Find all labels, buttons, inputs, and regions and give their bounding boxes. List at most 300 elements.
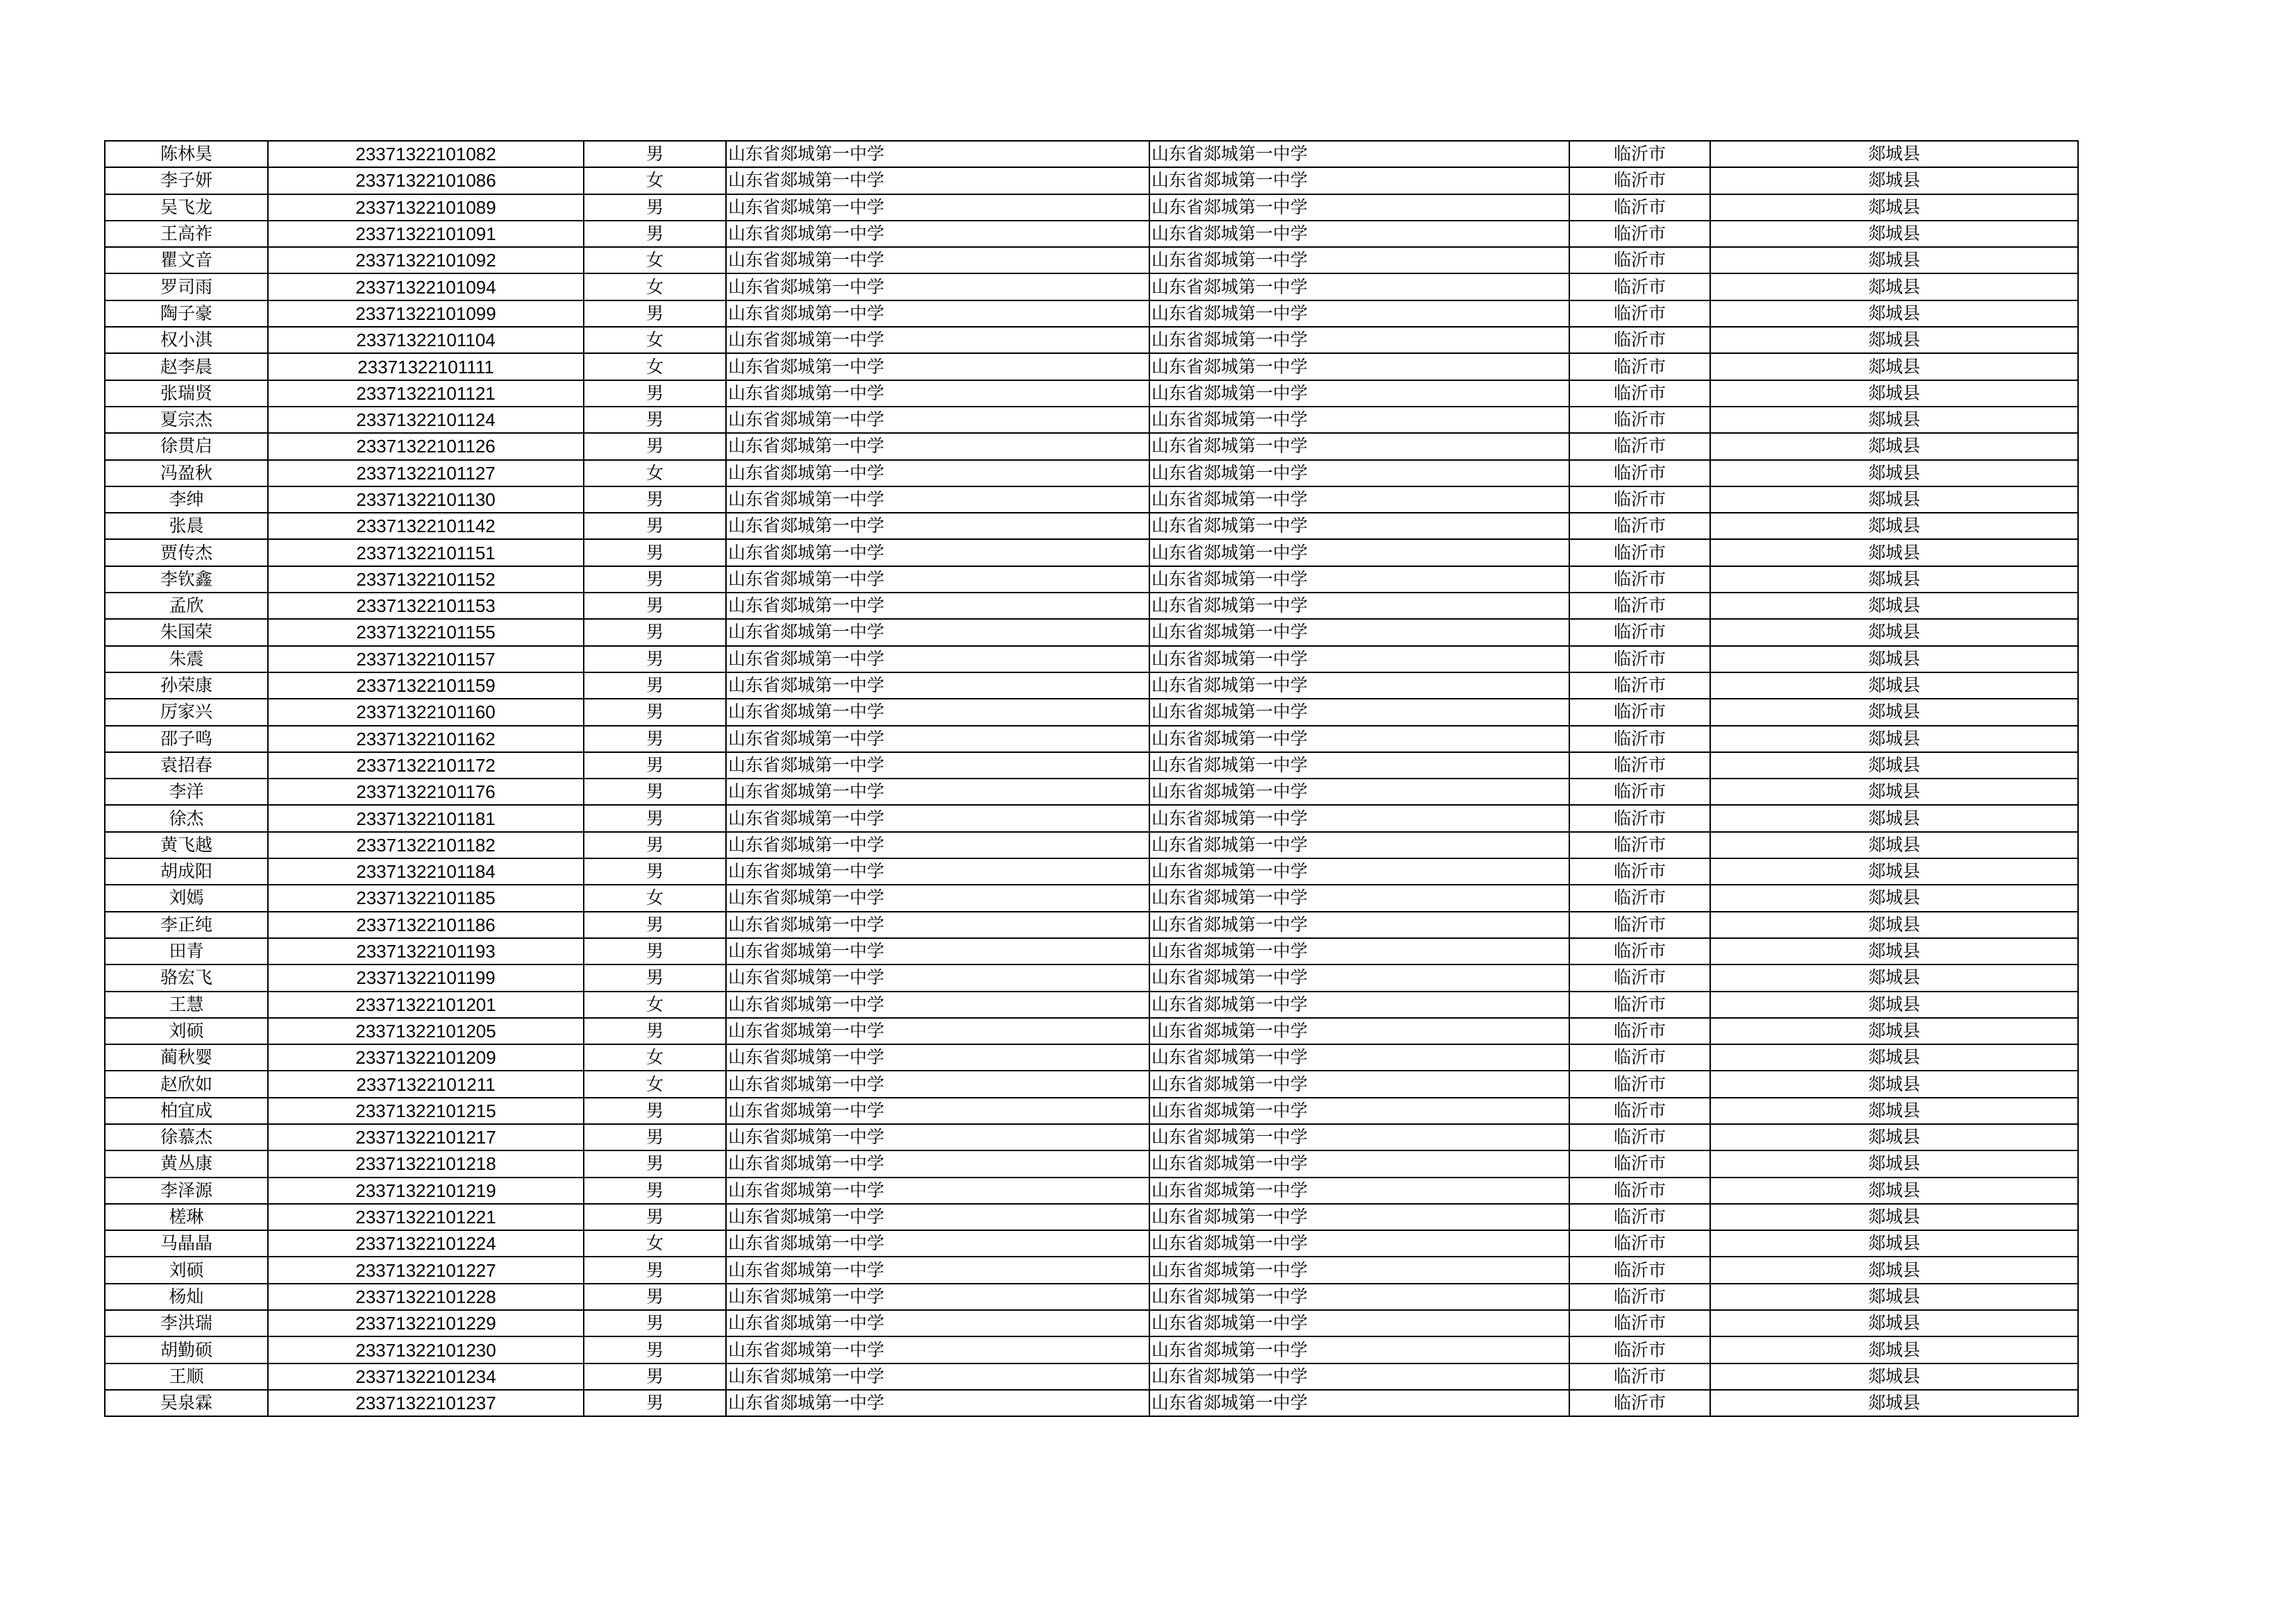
table-row	[105, 779, 2078, 805]
city-cell: 临沂市	[1569, 779, 1710, 805]
student-name-cell: 贾传杰	[105, 539, 268, 566]
gender-cell: 男	[584, 407, 726, 433]
graduation-school-cell: 山东省郯城第一中学	[1149, 992, 1569, 1018]
county-cell: 郯城县	[1710, 1150, 2078, 1177]
graduation-school-cell: 山东省郯城第一中学	[1149, 460, 1569, 486]
city-cell: 临沂市	[1569, 1230, 1710, 1257]
student-name-cell: 厉家兴	[105, 699, 268, 725]
table-row	[105, 1310, 2078, 1336]
table-row	[105, 141, 2078, 167]
gender-cell: 女	[584, 353, 726, 380]
school-cell: 山东省郯城第一中学	[726, 672, 1149, 699]
county-cell: 郯城县	[1710, 885, 2078, 911]
table-row	[105, 167, 2078, 194]
city-cell: 临沂市	[1569, 1178, 1710, 1204]
school-cell: 山东省郯城第一中学	[726, 832, 1149, 858]
exam-number-cell: 23371322101104	[268, 327, 584, 353]
student-name-cell: 王顺	[105, 1363, 268, 1390]
school-cell: 山东省郯城第一中学	[726, 752, 1149, 779]
graduation-school-cell: 山东省郯城第一中学	[1149, 1044, 1569, 1071]
gender-cell: 男	[584, 539, 726, 566]
city-cell: 临沂市	[1569, 992, 1710, 1018]
student-name-cell: 李子妍	[105, 167, 268, 194]
city-cell: 临沂市	[1569, 1390, 1710, 1416]
city-cell: 临沂市	[1569, 1018, 1710, 1044]
county-cell: 郯城县	[1710, 752, 2078, 779]
student-name-cell: 徐杰	[105, 805, 268, 831]
county-cell: 郯城县	[1710, 460, 2078, 486]
school-cell: 山东省郯城第一中学	[726, 167, 1149, 194]
county-cell: 郯城县	[1710, 539, 2078, 566]
table-row	[105, 407, 2078, 433]
gender-cell: 男	[584, 646, 726, 672]
table-row	[105, 672, 2078, 699]
school-cell: 山东省郯城第一中学	[726, 1178, 1149, 1204]
city-cell: 临沂市	[1569, 513, 1710, 539]
graduation-school-cell: 山东省郯城第一中学	[1149, 1098, 1569, 1124]
table-row	[105, 1390, 2078, 1416]
city-cell: 临沂市	[1569, 912, 1710, 938]
school-cell: 山东省郯城第一中学	[726, 380, 1149, 407]
county-cell: 郯城县	[1710, 1310, 2078, 1336]
city-cell: 临沂市	[1569, 566, 1710, 593]
table-row	[105, 1204, 2078, 1230]
exam-number-cell: 23371322101160	[268, 699, 584, 725]
city-cell: 临沂市	[1569, 273, 1710, 300]
city-cell: 临沂市	[1569, 1284, 1710, 1310]
gender-cell: 男	[584, 752, 726, 779]
city-cell: 临沂市	[1569, 885, 1710, 911]
city-cell: 临沂市	[1569, 1044, 1710, 1071]
city-cell: 临沂市	[1569, 646, 1710, 672]
school-cell: 山东省郯城第一中学	[726, 300, 1149, 327]
school-cell: 山东省郯城第一中学	[726, 1204, 1149, 1230]
table-row	[105, 566, 2078, 593]
gender-cell: 男	[584, 1098, 726, 1124]
county-cell: 郯城县	[1710, 300, 2078, 327]
graduation-school-cell: 山东省郯城第一中学	[1149, 672, 1569, 699]
city-cell: 临沂市	[1569, 247, 1710, 273]
exam-number-cell: 23371322101172	[268, 752, 584, 779]
county-cell: 郯城县	[1710, 1071, 2078, 1097]
city-cell: 临沂市	[1569, 1310, 1710, 1336]
graduation-school-cell: 山东省郯城第一中学	[1149, 1310, 1569, 1336]
gender-cell: 男	[584, 805, 726, 831]
exam-number-cell: 23371322101086	[268, 167, 584, 194]
graduation-school-cell: 山东省郯城第一中学	[1149, 619, 1569, 645]
student-name-cell: 蔺秋婴	[105, 1044, 268, 1071]
table-row	[105, 1336, 2078, 1363]
exam-number-cell: 23371322101130	[268, 486, 584, 513]
county-cell: 郯城县	[1710, 1178, 2078, 1204]
county-cell: 郯城县	[1710, 327, 2078, 353]
school-cell: 山东省郯城第一中学	[726, 619, 1149, 645]
student-name-cell: 李洪瑞	[105, 1310, 268, 1336]
student-name-cell: 邵子鸣	[105, 726, 268, 752]
table-row	[105, 433, 2078, 459]
gender-cell: 男	[584, 832, 726, 858]
school-cell: 山东省郯城第一中学	[726, 1284, 1149, 1310]
table-row	[105, 593, 2078, 619]
gender-cell: 女	[584, 460, 726, 486]
city-cell: 临沂市	[1569, 353, 1710, 380]
gender-cell: 男	[584, 141, 726, 167]
school-cell: 山东省郯城第一中学	[726, 1098, 1149, 1124]
gender-cell: 女	[584, 1071, 726, 1097]
student-name-cell: 李绅	[105, 486, 268, 513]
gender-cell: 男	[584, 965, 726, 991]
school-cell: 山东省郯城第一中学	[726, 221, 1149, 247]
gender-cell: 男	[584, 513, 726, 539]
graduation-school-cell: 山东省郯城第一中学	[1149, 513, 1569, 539]
school-cell: 山东省郯城第一中学	[726, 247, 1149, 273]
gender-cell: 男	[584, 1390, 726, 1416]
student-name-cell: 吴飞龙	[105, 194, 268, 221]
city-cell: 临沂市	[1569, 1124, 1710, 1150]
school-cell: 山东省郯城第一中学	[726, 1390, 1149, 1416]
exam-number-cell: 23371322101227	[268, 1257, 584, 1283]
exam-number-cell: 23371322101126	[268, 433, 584, 459]
gender-cell: 男	[584, 912, 726, 938]
student-name-cell: 冯盈秋	[105, 460, 268, 486]
county-cell: 郯城县	[1710, 1284, 2078, 1310]
student-name-cell: 黄丛康	[105, 1150, 268, 1177]
school-cell: 山东省郯城第一中学	[726, 1071, 1149, 1097]
table-row	[105, 726, 2078, 752]
school-cell: 山东省郯城第一中学	[726, 1310, 1149, 1336]
student-name-cell: 赵李晨	[105, 353, 268, 380]
city-cell: 临沂市	[1569, 167, 1710, 194]
exam-number-cell: 23371322101229	[268, 1310, 584, 1336]
table-row	[105, 1178, 2078, 1204]
exam-number-cell: 23371322101230	[268, 1336, 584, 1363]
table-row	[105, 380, 2078, 407]
exam-number-cell: 23371322101089	[268, 194, 584, 221]
graduation-school-cell: 山东省郯城第一中学	[1149, 433, 1569, 459]
exam-number-cell: 23371322101094	[268, 273, 584, 300]
gender-cell: 男	[584, 380, 726, 407]
school-cell: 山东省郯城第一中学	[726, 1150, 1149, 1177]
gender-cell: 男	[584, 1363, 726, 1390]
gender-cell: 男	[584, 566, 726, 593]
school-cell: 山东省郯城第一中学	[726, 858, 1149, 885]
county-cell: 郯城县	[1710, 1230, 2078, 1257]
table-row	[105, 858, 2078, 885]
graduation-school-cell: 山东省郯城第一中学	[1149, 965, 1569, 991]
exam-number-cell: 23371322101199	[268, 965, 584, 991]
city-cell: 临沂市	[1569, 433, 1710, 459]
student-name-cell: 吴泉霖	[105, 1390, 268, 1416]
school-cell: 山东省郯城第一中学	[726, 460, 1149, 486]
table-row	[105, 1124, 2078, 1150]
graduation-school-cell: 山东省郯城第一中学	[1149, 593, 1569, 619]
graduation-school-cell: 山东省郯城第一中学	[1149, 885, 1569, 911]
county-cell: 郯城县	[1710, 1390, 2078, 1416]
county-cell: 郯城县	[1710, 1363, 2078, 1390]
exam-number-cell: 23371322101176	[268, 779, 584, 805]
graduation-school-cell: 山东省郯城第一中学	[1149, 194, 1569, 221]
county-cell: 郯城县	[1710, 938, 2078, 965]
student-name-cell: 槎琳	[105, 1204, 268, 1230]
exam-number-cell: 23371322101182	[268, 832, 584, 858]
table-row	[105, 1044, 2078, 1071]
city-cell: 临沂市	[1569, 1336, 1710, 1363]
exam-number-cell: 23371322101091	[268, 221, 584, 247]
gender-cell: 女	[584, 167, 726, 194]
student-name-cell: 袁招春	[105, 752, 268, 779]
city-cell: 临沂市	[1569, 858, 1710, 885]
city-cell: 临沂市	[1569, 726, 1710, 752]
county-cell: 郯城县	[1710, 779, 2078, 805]
student-name-cell: 李泽源	[105, 1178, 268, 1204]
table-body	[105, 141, 2078, 1416]
county-cell: 郯城县	[1710, 380, 2078, 407]
school-cell: 山东省郯城第一中学	[726, 566, 1149, 593]
exam-number-cell: 23371322101099	[268, 300, 584, 327]
school-cell: 山东省郯城第一中学	[726, 273, 1149, 300]
student-name-cell: 刘硕	[105, 1257, 268, 1283]
exam-number-cell: 23371322101151	[268, 539, 584, 566]
table-row	[105, 247, 2078, 273]
gender-cell: 男	[584, 779, 726, 805]
county-cell: 郯城县	[1710, 646, 2078, 672]
county-cell: 郯城县	[1710, 1204, 2078, 1230]
gender-cell: 女	[584, 1044, 726, 1071]
gender-cell: 女	[584, 1230, 726, 1257]
table-row	[105, 912, 2078, 938]
table-row	[105, 1257, 2078, 1283]
graduation-school-cell: 山东省郯城第一中学	[1149, 353, 1569, 380]
exam-number-cell: 23371322101219	[268, 1178, 584, 1204]
exam-number-cell: 23371322101127	[268, 460, 584, 486]
graduation-school-cell: 山东省郯城第一中学	[1149, 1178, 1569, 1204]
gender-cell: 男	[584, 194, 726, 221]
graduation-school-cell: 山东省郯城第一中学	[1149, 699, 1569, 725]
graduation-school-cell: 山东省郯城第一中学	[1149, 912, 1569, 938]
graduation-school-cell: 山东省郯城第一中学	[1149, 380, 1569, 407]
gender-cell: 男	[584, 1257, 726, 1283]
school-cell: 山东省郯城第一中学	[726, 539, 1149, 566]
school-cell: 山东省郯城第一中学	[726, 407, 1149, 433]
table-row	[105, 460, 2078, 486]
gender-cell: 女	[584, 247, 726, 273]
gender-cell: 男	[584, 1018, 726, 1044]
county-cell: 郯城县	[1710, 858, 2078, 885]
county-cell: 郯城县	[1710, 566, 2078, 593]
exam-number-cell: 23371322101181	[268, 805, 584, 831]
school-cell: 山东省郯城第一中学	[726, 1230, 1149, 1257]
graduation-school-cell: 山东省郯城第一中学	[1149, 141, 1569, 167]
exam-number-cell: 23371322101237	[268, 1390, 584, 1416]
exam-number-cell: 23371322101218	[268, 1150, 584, 1177]
county-cell: 郯城县	[1710, 1257, 2078, 1283]
city-cell: 临沂市	[1569, 752, 1710, 779]
exam-number-cell: 23371322101201	[268, 992, 584, 1018]
gender-cell: 女	[584, 885, 726, 911]
city-cell: 临沂市	[1569, 380, 1710, 407]
student-name-cell: 孙荣康	[105, 672, 268, 699]
student-name-cell: 陈林昊	[105, 141, 268, 167]
school-cell: 山东省郯城第一中学	[726, 513, 1149, 539]
school-cell: 山东省郯城第一中学	[726, 938, 1149, 965]
county-cell: 郯城县	[1710, 141, 2078, 167]
student-name-cell: 王慧	[105, 992, 268, 1018]
county-cell: 郯城县	[1710, 992, 2078, 1018]
exam-number-cell: 23371322101228	[268, 1284, 584, 1310]
city-cell: 临沂市	[1569, 965, 1710, 991]
table-row	[105, 486, 2078, 513]
student-name-cell: 朱震	[105, 646, 268, 672]
school-cell: 山东省郯城第一中学	[726, 141, 1149, 167]
gender-cell: 女	[584, 273, 726, 300]
school-cell: 山东省郯城第一中学	[726, 779, 1149, 805]
county-cell: 郯城县	[1710, 672, 2078, 699]
school-cell: 山东省郯城第一中学	[726, 486, 1149, 513]
table-row	[105, 885, 2078, 911]
city-cell: 临沂市	[1569, 1204, 1710, 1230]
graduation-school-cell: 山东省郯城第一中学	[1149, 1257, 1569, 1283]
table-row	[105, 938, 2078, 965]
county-cell: 郯城县	[1710, 486, 2078, 513]
graduation-school-cell: 山东省郯城第一中学	[1149, 407, 1569, 433]
gender-cell: 男	[584, 1284, 726, 1310]
table-row	[105, 646, 2078, 672]
school-cell: 山东省郯城第一中学	[726, 1257, 1149, 1283]
exam-number-cell: 23371322101217	[268, 1124, 584, 1150]
exam-number-cell: 23371322101111	[268, 353, 584, 380]
table-row	[105, 300, 2078, 327]
city-cell: 临沂市	[1569, 539, 1710, 566]
exam-number-cell: 23371322101193	[268, 938, 584, 965]
student-name-cell: 赵欣如	[105, 1071, 268, 1097]
county-cell: 郯城县	[1710, 433, 2078, 459]
exam-number-cell: 23371322101092	[268, 247, 584, 273]
county-cell: 郯城县	[1710, 726, 2078, 752]
graduation-school-cell: 山东省郯城第一中学	[1149, 938, 1569, 965]
student-name-cell: 刘硕	[105, 1018, 268, 1044]
graduation-school-cell: 山东省郯城第一中学	[1149, 646, 1569, 672]
school-cell: 山东省郯城第一中学	[726, 1124, 1149, 1150]
county-cell: 郯城县	[1710, 912, 2078, 938]
table-row	[105, 1018, 2078, 1044]
student-name-cell: 李钦鑫	[105, 566, 268, 593]
county-cell: 郯城县	[1710, 1098, 2078, 1124]
gender-cell: 男	[584, 1124, 726, 1150]
gender-cell: 女	[584, 992, 726, 1018]
county-cell: 郯城县	[1710, 832, 2078, 858]
county-cell: 郯城县	[1710, 593, 2078, 619]
student-name-cell: 李洋	[105, 779, 268, 805]
city-cell: 临沂市	[1569, 1150, 1710, 1177]
city-cell: 临沂市	[1569, 593, 1710, 619]
city-cell: 临沂市	[1569, 805, 1710, 831]
gender-cell: 男	[584, 593, 726, 619]
school-cell: 山东省郯城第一中学	[726, 699, 1149, 725]
graduation-school-cell: 山东省郯城第一中学	[1149, 752, 1569, 779]
graduation-school-cell: 山东省郯城第一中学	[1149, 539, 1569, 566]
student-name-cell: 骆宏飞	[105, 965, 268, 991]
graduation-school-cell: 山东省郯城第一中学	[1149, 805, 1569, 831]
table-row	[105, 619, 2078, 645]
gender-cell: 男	[584, 1178, 726, 1204]
table-row	[105, 539, 2078, 566]
graduation-school-cell: 山东省郯城第一中学	[1149, 1018, 1569, 1044]
exam-number-cell: 23371322101157	[268, 646, 584, 672]
city-cell: 临沂市	[1569, 1363, 1710, 1390]
county-cell: 郯城县	[1710, 247, 2078, 273]
school-cell: 山东省郯城第一中学	[726, 433, 1149, 459]
table-row	[105, 513, 2078, 539]
city-cell: 临沂市	[1569, 300, 1710, 327]
exam-number-cell: 23371322101162	[268, 726, 584, 752]
exam-number-cell: 23371322101153	[268, 593, 584, 619]
table-row	[105, 1098, 2078, 1124]
exam-number-cell: 23371322101184	[268, 858, 584, 885]
school-cell: 山东省郯城第一中学	[726, 965, 1149, 991]
table-row	[105, 805, 2078, 831]
graduation-school-cell: 山东省郯城第一中学	[1149, 1390, 1569, 1416]
student-name-cell: 朱国荣	[105, 619, 268, 645]
gender-cell: 男	[584, 1150, 726, 1177]
city-cell: 临沂市	[1569, 460, 1710, 486]
table-row	[105, 327, 2078, 353]
exam-number-cell: 23371322101234	[268, 1363, 584, 1390]
county-cell: 郯城县	[1710, 353, 2078, 380]
student-name-cell: 张瑞贤	[105, 380, 268, 407]
graduation-school-cell: 山东省郯城第一中学	[1149, 566, 1569, 593]
exam-number-cell: 23371322101185	[268, 885, 584, 911]
school-cell: 山东省郯城第一中学	[726, 1336, 1149, 1363]
school-cell: 山东省郯城第一中学	[726, 593, 1149, 619]
county-cell: 郯城县	[1710, 805, 2078, 831]
student-name-cell: 徐贯启	[105, 433, 268, 459]
student-name-cell: 王高祚	[105, 221, 268, 247]
student-name-cell: 马晶晶	[105, 1230, 268, 1257]
student-name-cell: 夏宗杰	[105, 407, 268, 433]
student-name-cell: 黄飞越	[105, 832, 268, 858]
county-cell: 郯城县	[1710, 513, 2078, 539]
exam-number-cell: 23371322101221	[268, 1204, 584, 1230]
county-cell: 郯城县	[1710, 167, 2078, 194]
exam-number-cell: 23371322101215	[268, 1098, 584, 1124]
student-name-cell: 徐慕杰	[105, 1124, 268, 1150]
graduation-school-cell: 山东省郯城第一中学	[1149, 1071, 1569, 1097]
student-name-cell: 杨灿	[105, 1284, 268, 1310]
table-row	[105, 1363, 2078, 1390]
city-cell: 临沂市	[1569, 221, 1710, 247]
city-cell: 临沂市	[1569, 619, 1710, 645]
table-row	[105, 752, 2078, 779]
graduation-school-cell: 山东省郯城第一中学	[1149, 779, 1569, 805]
gender-cell: 男	[584, 486, 726, 513]
county-cell: 郯城县	[1710, 1336, 2078, 1363]
graduation-school-cell: 山东省郯城第一中学	[1149, 486, 1569, 513]
graduation-school-cell: 山东省郯城第一中学	[1149, 167, 1569, 194]
city-cell: 临沂市	[1569, 1071, 1710, 1097]
city-cell: 临沂市	[1569, 672, 1710, 699]
city-cell: 临沂市	[1569, 1257, 1710, 1283]
city-cell: 临沂市	[1569, 699, 1710, 725]
table-row	[105, 965, 2078, 991]
exam-number-cell: 23371322101082	[268, 141, 584, 167]
county-cell: 郯城县	[1710, 965, 2078, 991]
city-cell: 临沂市	[1569, 194, 1710, 221]
school-cell: 山东省郯城第一中学	[726, 885, 1149, 911]
graduation-school-cell: 山东省郯城第一中学	[1149, 300, 1569, 327]
county-cell: 郯城县	[1710, 1044, 2078, 1071]
school-cell: 山东省郯城第一中学	[726, 194, 1149, 221]
exam-number-cell: 23371322101142	[268, 513, 584, 539]
